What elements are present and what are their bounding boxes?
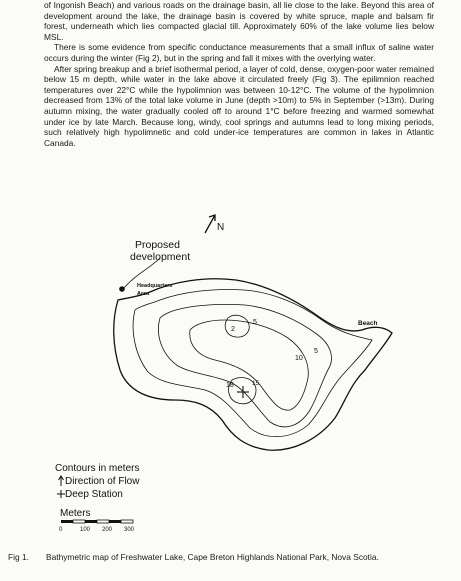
caption-text: Bathymetric map of Freshwater Lake, Cape Breton Highlands National Park, Nova Scotia. [46,552,379,562]
contour-small-basin [225,315,249,337]
proposed-label-line2: development [130,251,191,263]
scale-bar [61,520,133,523]
contour-label: 2 [231,326,235,333]
legend-title: Contours in meters [55,463,140,474]
contour-label: 10 [295,355,303,362]
paragraph-3: After spring breakup and a brief isothermal period, a layer of cold, dense, oxygen-poor water remained below 15 m depth, while water in the lake above it circulated freely (Fig 3). The epilimnion reached temperatures over 22°C while the hypolimnion was between 10-12°C. The volume of the hypolimnion decreased from 13% of the total lake volume in June (depth >10m) to 5% in September (>13m). During autumn mixing, the water gradually cooled off to around 1°C before freezing and warmed somewhat under ice by late March. Because long, windy, cool springs and autumns lead to long mixing periods, such relatively high hypolimnetic and cold under-ice temperatures are common in lakes in Atlantic Canada. [44,63,434,148]
north-arrow-icon [205,215,215,233]
scale-tick: 0 [59,527,63,533]
legend-flow: Direction of Flow [65,476,140,487]
contour-5m [158,304,331,427]
development-marker-icon [119,286,125,292]
scale-tick: 100 [80,527,91,533]
beach-label: Beach [358,320,378,327]
hq-label-line1: Headquarters [137,283,173,289]
scale-tick: 200 [102,527,113,533]
hq-label-line2: Area [137,291,150,297]
contour-2m [133,289,372,436]
contour-label: 5 [253,319,257,326]
proposed-label-line1: Proposed [135,239,180,251]
station-cross-icon [57,490,65,498]
scale-tick: 300 [124,527,135,533]
contour-label: 15 [252,380,260,387]
legend-station: Deep Station [65,489,123,500]
scale-title: Meters [60,508,91,519]
paragraph-1: of Ingonish Beach) and various roads on the drainage basin, all lie close to the lake. Beyond this area of development around the lake, the drainage basin is covered by white spruce, maple and balsam fir forest, underneath which lies compacted glacial till. Approximately 60% of the lake volume lies below MSL. [44,0,434,42]
figure-number: Fig 1. [8,552,29,562]
paragraph-2: There is some evidence from specific conductance measurements that a small influx of saline water occurs during the winter (Fig 2), but in the spring and fall it mixes with the overlying water. [44,42,434,63]
lake-shoreline [114,279,392,450]
contour-label: 18 [226,382,234,389]
north-label: N [217,222,225,233]
contour-label: 5 [314,348,318,355]
contour-10m [190,320,309,410]
flow-arrow-icon [59,476,64,486]
figure-caption [8,552,448,563]
